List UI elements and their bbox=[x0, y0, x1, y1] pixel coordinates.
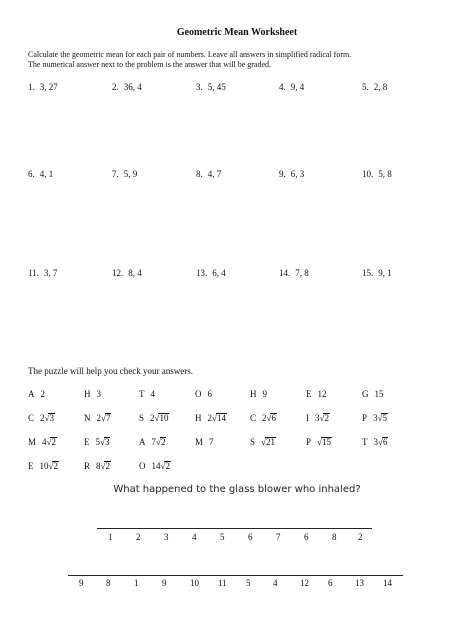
key-entry bbox=[250, 389, 267, 399]
key-letter: E bbox=[306, 389, 312, 399]
problem-10 bbox=[362, 169, 392, 179]
answer-blank-number: 9 bbox=[162, 578, 167, 588]
problem-number: 3. bbox=[196, 82, 203, 92]
key-letter: G bbox=[362, 389, 369, 399]
problem-number: 1. bbox=[28, 82, 35, 92]
key-radicand: 15 bbox=[321, 437, 331, 447]
key-entry bbox=[195, 437, 214, 447]
radical-sign-icon: √ bbox=[100, 437, 105, 447]
radical-sign-icon: √ bbox=[377, 413, 383, 423]
key-entry bbox=[362, 413, 388, 423]
problem-pair: 6, 3 bbox=[290, 169, 305, 179]
answer-blank-number: 12 bbox=[300, 578, 309, 588]
problem-number: 13. bbox=[196, 268, 208, 278]
key-entry bbox=[28, 437, 57, 447]
answer-blank-number: 8 bbox=[106, 578, 111, 588]
problem-15 bbox=[362, 268, 392, 278]
problem-number: 11. bbox=[28, 268, 39, 278]
answer-blank-number: 8 bbox=[332, 532, 337, 542]
key-letter: A bbox=[28, 389, 35, 399]
key-coefficient: 2 bbox=[40, 389, 45, 399]
radical-sign-icon: √ bbox=[212, 413, 217, 423]
problem-number: 8. bbox=[196, 169, 203, 179]
answer-line-1 bbox=[97, 528, 372, 529]
key-coefficient: 7 bbox=[209, 437, 214, 447]
radical-sign-icon: √ bbox=[48, 461, 54, 471]
problem-13 bbox=[196, 268, 226, 278]
riddle-question: What happened to the glass blower who inhaled? bbox=[113, 484, 361, 495]
key-entry bbox=[139, 461, 171, 471]
problem-number: 7. bbox=[112, 169, 119, 179]
key-entry bbox=[84, 413, 111, 423]
key-entry bbox=[28, 389, 45, 399]
answer-line-2 bbox=[68, 575, 403, 576]
answer-blank-number: 11 bbox=[218, 578, 227, 588]
key-coefficient: 6 bbox=[207, 389, 212, 399]
key-radicand: 6 bbox=[271, 413, 276, 423]
answer-blank-number: 2 bbox=[136, 532, 141, 542]
key-coefficient: 15 bbox=[374, 389, 384, 399]
key-entry bbox=[306, 389, 327, 399]
answer-blank-number: 6 bbox=[328, 578, 333, 588]
key-entry bbox=[28, 461, 59, 471]
radical-sign-icon: √ bbox=[266, 413, 272, 423]
key-entry bbox=[306, 413, 330, 423]
answer-blank-number: 10 bbox=[190, 578, 199, 588]
radical-sign-icon: √ bbox=[46, 437, 52, 447]
key-entry bbox=[84, 437, 110, 447]
key-radicand: 5 bbox=[382, 413, 387, 423]
answer-blank-number: 9 bbox=[79, 578, 84, 588]
key-coefficient: 3 bbox=[315, 413, 320, 423]
radical-sign-icon: √ bbox=[261, 437, 266, 447]
key-entry bbox=[195, 389, 212, 399]
key-coefficient: 2 bbox=[207, 413, 212, 423]
answer-blank-number: 2 bbox=[358, 532, 363, 542]
key-coefficient: 2 bbox=[262, 413, 267, 423]
key-entry bbox=[28, 413, 55, 423]
key-coefficient: 2 bbox=[96, 413, 101, 423]
key-letter: T bbox=[139, 389, 145, 399]
key-entry bbox=[139, 413, 169, 423]
problem-pair: 4, 7 bbox=[207, 169, 222, 179]
key-radicand: 14 bbox=[216, 413, 226, 423]
answer-blank-number: 5 bbox=[246, 578, 251, 588]
problem-pair: 5, 9 bbox=[123, 169, 138, 179]
key-letter: H bbox=[195, 413, 202, 423]
answer-blank-number: 1 bbox=[134, 578, 139, 588]
answer-blank-number: 4 bbox=[273, 578, 278, 588]
key-entry bbox=[250, 413, 277, 423]
radical-sign-icon: √ bbox=[160, 461, 166, 471]
key-coefficient: 3 bbox=[373, 437, 378, 447]
answer-blank-number: 5 bbox=[220, 532, 225, 542]
problem-number: 4. bbox=[279, 82, 286, 92]
radical-sign-icon: √ bbox=[156, 437, 161, 447]
key-letter: O bbox=[195, 389, 202, 399]
problem-14 bbox=[279, 268, 309, 278]
key-letter: E bbox=[28, 461, 34, 471]
problem-3 bbox=[196, 82, 226, 92]
key-coefficient: 4 bbox=[42, 437, 47, 447]
key-entry bbox=[362, 437, 388, 447]
key-radicand: 2 bbox=[324, 413, 329, 423]
key-letter: P bbox=[306, 437, 312, 447]
key-letter: N bbox=[84, 413, 91, 423]
key-radicand: 3 bbox=[104, 437, 110, 447]
radical-sign-icon: √ bbox=[317, 437, 322, 447]
key-entry bbox=[195, 413, 227, 423]
problem-number: 14. bbox=[279, 268, 291, 278]
key-letter: C bbox=[28, 413, 35, 423]
problem-pair: 36, 4 bbox=[123, 82, 142, 92]
key-coefficient: 8 bbox=[96, 461, 101, 471]
answer-blank-number: 7 bbox=[276, 532, 281, 542]
key-entry bbox=[250, 437, 276, 447]
problem-number: 9. bbox=[279, 169, 286, 179]
answer-blank-number: 3 bbox=[164, 532, 169, 542]
answer-blank-number: 13 bbox=[355, 578, 364, 588]
problem-number: 6. bbox=[28, 169, 35, 179]
key-radicand: 21 bbox=[265, 437, 275, 447]
problem-pair: 7, 8 bbox=[295, 268, 309, 278]
puzzle-intro: The puzzle will help you check your answers. bbox=[28, 366, 193, 376]
key-radicand: 2 bbox=[51, 437, 56, 447]
problem-pair: 6, 4 bbox=[212, 268, 226, 278]
key-letter: T bbox=[362, 437, 368, 447]
key-coefficient: 9 bbox=[262, 389, 267, 399]
key-radicand: 2 bbox=[165, 461, 170, 471]
key-entry bbox=[84, 461, 111, 471]
radical-sign-icon: √ bbox=[319, 413, 325, 423]
key-letter: I bbox=[306, 413, 309, 423]
key-coefficient: 3 bbox=[96, 389, 101, 399]
answer-blank-number: 14 bbox=[383, 578, 392, 588]
problem-number: 5. bbox=[362, 82, 369, 92]
problem-2 bbox=[112, 82, 142, 92]
key-coefficient: 14 bbox=[151, 461, 161, 471]
key-radicand: 2 bbox=[160, 437, 166, 447]
key-letter: P bbox=[362, 413, 368, 423]
problem-pair: 5, 45 bbox=[207, 82, 226, 92]
key-entry bbox=[84, 389, 101, 399]
problem-number: 12. bbox=[112, 268, 124, 278]
problem-11 bbox=[28, 268, 57, 278]
radical-sign-icon: √ bbox=[101, 413, 106, 423]
answer-blank-number: 1 bbox=[108, 532, 113, 542]
instructions-line-2: The numerical answer next to the problem is the answer that will be graded. bbox=[28, 60, 272, 69]
key-letter: H bbox=[250, 389, 257, 399]
key-radicand: 2 bbox=[105, 461, 110, 471]
problem-number: 15. bbox=[362, 268, 374, 278]
key-entry bbox=[306, 437, 332, 447]
radical-sign-icon: √ bbox=[154, 413, 160, 423]
key-coefficient: 3 bbox=[373, 413, 378, 423]
key-radicand: 2 bbox=[53, 461, 58, 471]
key-coefficient: 5 bbox=[95, 437, 100, 447]
key-letter: S bbox=[250, 437, 256, 447]
key-letter: H bbox=[84, 389, 91, 399]
answer-blank-number: 6 bbox=[304, 532, 309, 542]
problem-pair: 4, 1 bbox=[39, 169, 54, 179]
problem-12 bbox=[112, 268, 142, 278]
problem-8 bbox=[196, 169, 221, 179]
radical-sign-icon: √ bbox=[44, 413, 50, 423]
key-letter: S bbox=[139, 413, 145, 423]
key-coefficient: 12 bbox=[317, 389, 327, 399]
problem-pair: 2, 8 bbox=[373, 82, 388, 92]
key-letter: M bbox=[28, 437, 37, 447]
key-letter: C bbox=[250, 413, 257, 423]
problem-5 bbox=[362, 82, 387, 92]
key-letter: R bbox=[84, 461, 91, 471]
problem-pair: 3, 27 bbox=[39, 82, 58, 92]
radical-sign-icon: √ bbox=[100, 461, 106, 471]
key-letter: E bbox=[84, 437, 90, 447]
problem-pair: 3, 7 bbox=[43, 268, 58, 278]
problem-1 bbox=[28, 82, 58, 92]
problem-pair: 5, 8 bbox=[378, 169, 392, 179]
key-letter: O bbox=[139, 461, 146, 471]
key-coefficient: 7 bbox=[151, 437, 156, 447]
problem-pair: 8, 4 bbox=[128, 268, 142, 278]
problem-4 bbox=[279, 82, 304, 92]
key-coefficient: 2 bbox=[40, 413, 45, 423]
problem-6 bbox=[28, 169, 53, 179]
problem-7 bbox=[112, 169, 137, 179]
answer-blank-number: 6 bbox=[248, 532, 253, 542]
key-coefficient: 10 bbox=[39, 461, 49, 471]
key-entry bbox=[139, 389, 155, 399]
key-radicand: 7 bbox=[105, 413, 111, 423]
key-radicand: 6 bbox=[382, 437, 388, 447]
key-coefficient: 2 bbox=[150, 413, 155, 423]
key-radicand: 10 bbox=[159, 413, 169, 423]
key-entry bbox=[362, 389, 384, 399]
problem-9 bbox=[279, 169, 304, 179]
worksheet-title: Geometric Mean Worksheet bbox=[176, 27, 298, 38]
problem-pair: 9, 4 bbox=[290, 82, 305, 92]
problem-pair: 9, 1 bbox=[378, 268, 392, 278]
answer-blank-number: 4 bbox=[192, 532, 197, 542]
problem-number: 2. bbox=[112, 82, 119, 92]
key-radicand: 3 bbox=[49, 413, 54, 423]
key-letter: M bbox=[195, 437, 204, 447]
instructions-line-1: Calculate the geometric mean for each pair of numbers. Leave all answers in simplified radical form. bbox=[28, 50, 352, 59]
key-coefficient: 4 bbox=[150, 389, 155, 399]
key-letter: A bbox=[139, 437, 146, 447]
problem-number: 10. bbox=[362, 169, 374, 179]
key-entry bbox=[139, 437, 166, 447]
radical-sign-icon: √ bbox=[378, 437, 383, 447]
